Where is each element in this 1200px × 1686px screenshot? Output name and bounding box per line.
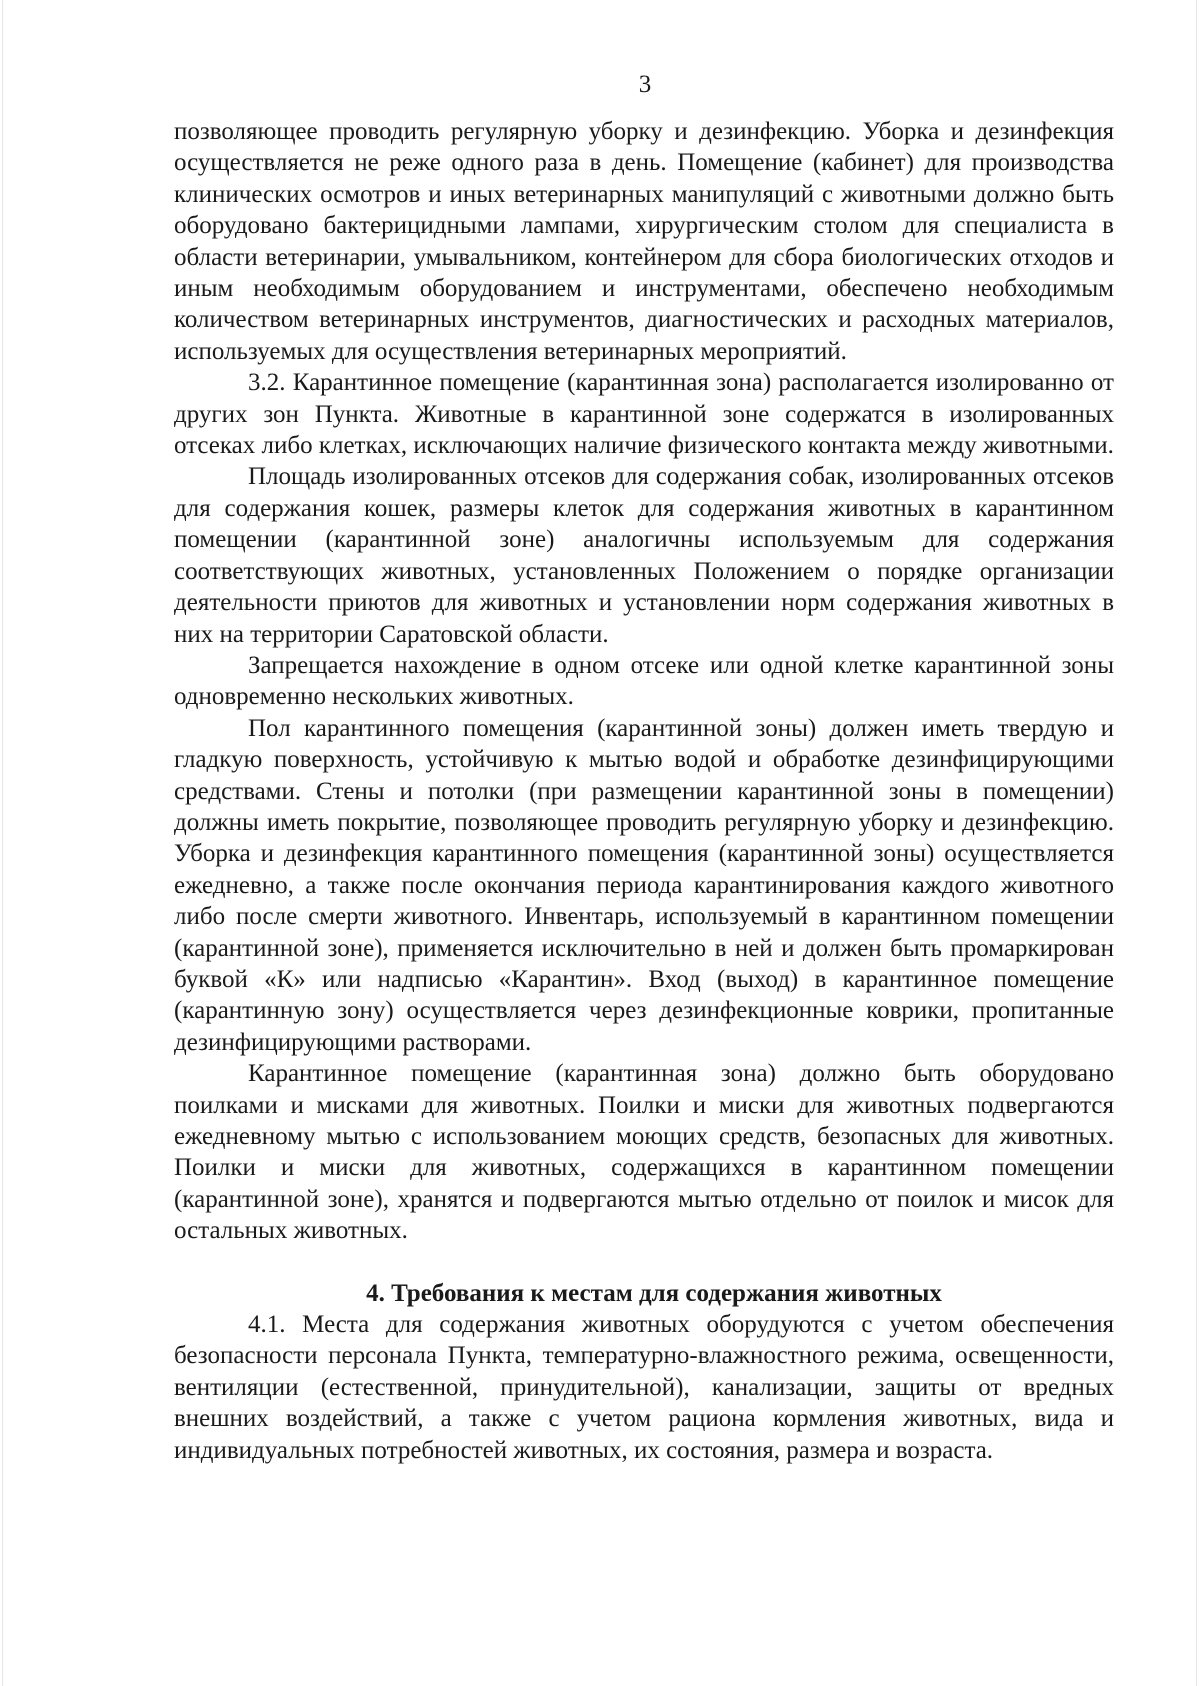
- page-number: 3: [638, 71, 652, 98]
- paragraph-3-2: 3.2. Карантинное помещение (карантинная зона) располагается изолированно от других зон Пункта. Животные в карантинной зоне содержатся в изолированных отсеках либо клетках, исключающих наличие физического контакта между животными.: [174, 369, 1114, 460]
- paragraph-area: Площадь изолированных отсеков для содержания собак, изолированных отсеков для содержания кошек, размеры клеток для содержания животных в карантинном помещении (карантинной зоне) аналогичны используемым для содержания соответствующих животных, установленных Положением о порядке организации деятельности приютов для животных и установлении норм содержания животных в них на территории Саратовской области.: [174, 463, 1114, 648]
- paragraph-1: позволяющее проводить регулярную уборку и дезинфекцию. Уборка и дезинфекция осуществляется не реже одного раза в день. Помещение (кабинет) для производства клинических осмотров и иных ветеринарных манипуляций с животными должно быть оборудовано бактерицидными лампами, хирургическим столом для специалиста в области ветеринарии, умывальником, контейнером для сбора биологических отходов и иным необходимым оборудованием и инструментами, обеспечено необходимым количеством ветеринарных инструментов, диагностических и расходных материалов, используемых для осуществления ветеринарных мероприятий.: [174, 118, 1114, 365]
- scan-edge-right: [1196, 0, 1197, 1686]
- scan-edge-left: [2, 0, 3, 1686]
- document-body: [174, 116, 1114, 1466]
- section-heading: 4. Требования к местам для содержания животных: [366, 1279, 942, 1307]
- paragraph-equipment: Карантинное помещение (карантинная зона) должно быть оборудовано поилками и мисками для животных. Поилки и миски для животных подвергаются ежедневному мытью с использованием моющих средств, безопасных для животных. Поилки и миски для животных, содержащихся в карантинном помещении (карантинной зоне), хранятся и подвергаются мытью отдельно от поилок и мисок для остальных животных.: [174, 1060, 1114, 1245]
- paragraph-4-1: 4.1. Места для содержания животных оборудуются с учетом обеспечения безопасности персонала Пункта, температурно-влажностного режима, освещенности, вентиляции (естественной, принудительной), канализации, защиты от вредных внешних воздействий, а также с учетом рациона кормления животных, вида и индивидуальных потребностей животных, их состояния, размера и возраста.: [174, 1311, 1114, 1464]
- paragraph-prohibition: Запрещается нахождение в одном отсеке или одной клетке карантинной зоны одновременно нескольких животных.: [174, 651, 1114, 711]
- paragraph-floor: Пол карантинного помещения (карантинной зоны) должен иметь твердую и гладкую поверхность, устойчивую к мытью водой и обработке дезинфицирующими средствами. Стены и потолки (при размещении карантинной зоны в помещении) должны иметь покрытие, позволяющее проводить регулярную уборку и дезинфекцию. Уборка и дезинфекция карантинного помещения (карантинной зоны) осуществляется ежедневно, а также после окончания периода карантинирования каждого животного либо после смерти животного. Инвентарь, используемый в карантинном помещении (карантинной зоне), применяется исключительно в ней и должен быть промаркирован буквой «К» или надписью «Карантин». Вход (выход) в карантинное помещение (карантинную зону) осуществляется через дезинфекционные коврики, пропитанные дезинфицирующими растворами.: [174, 714, 1114, 1056]
